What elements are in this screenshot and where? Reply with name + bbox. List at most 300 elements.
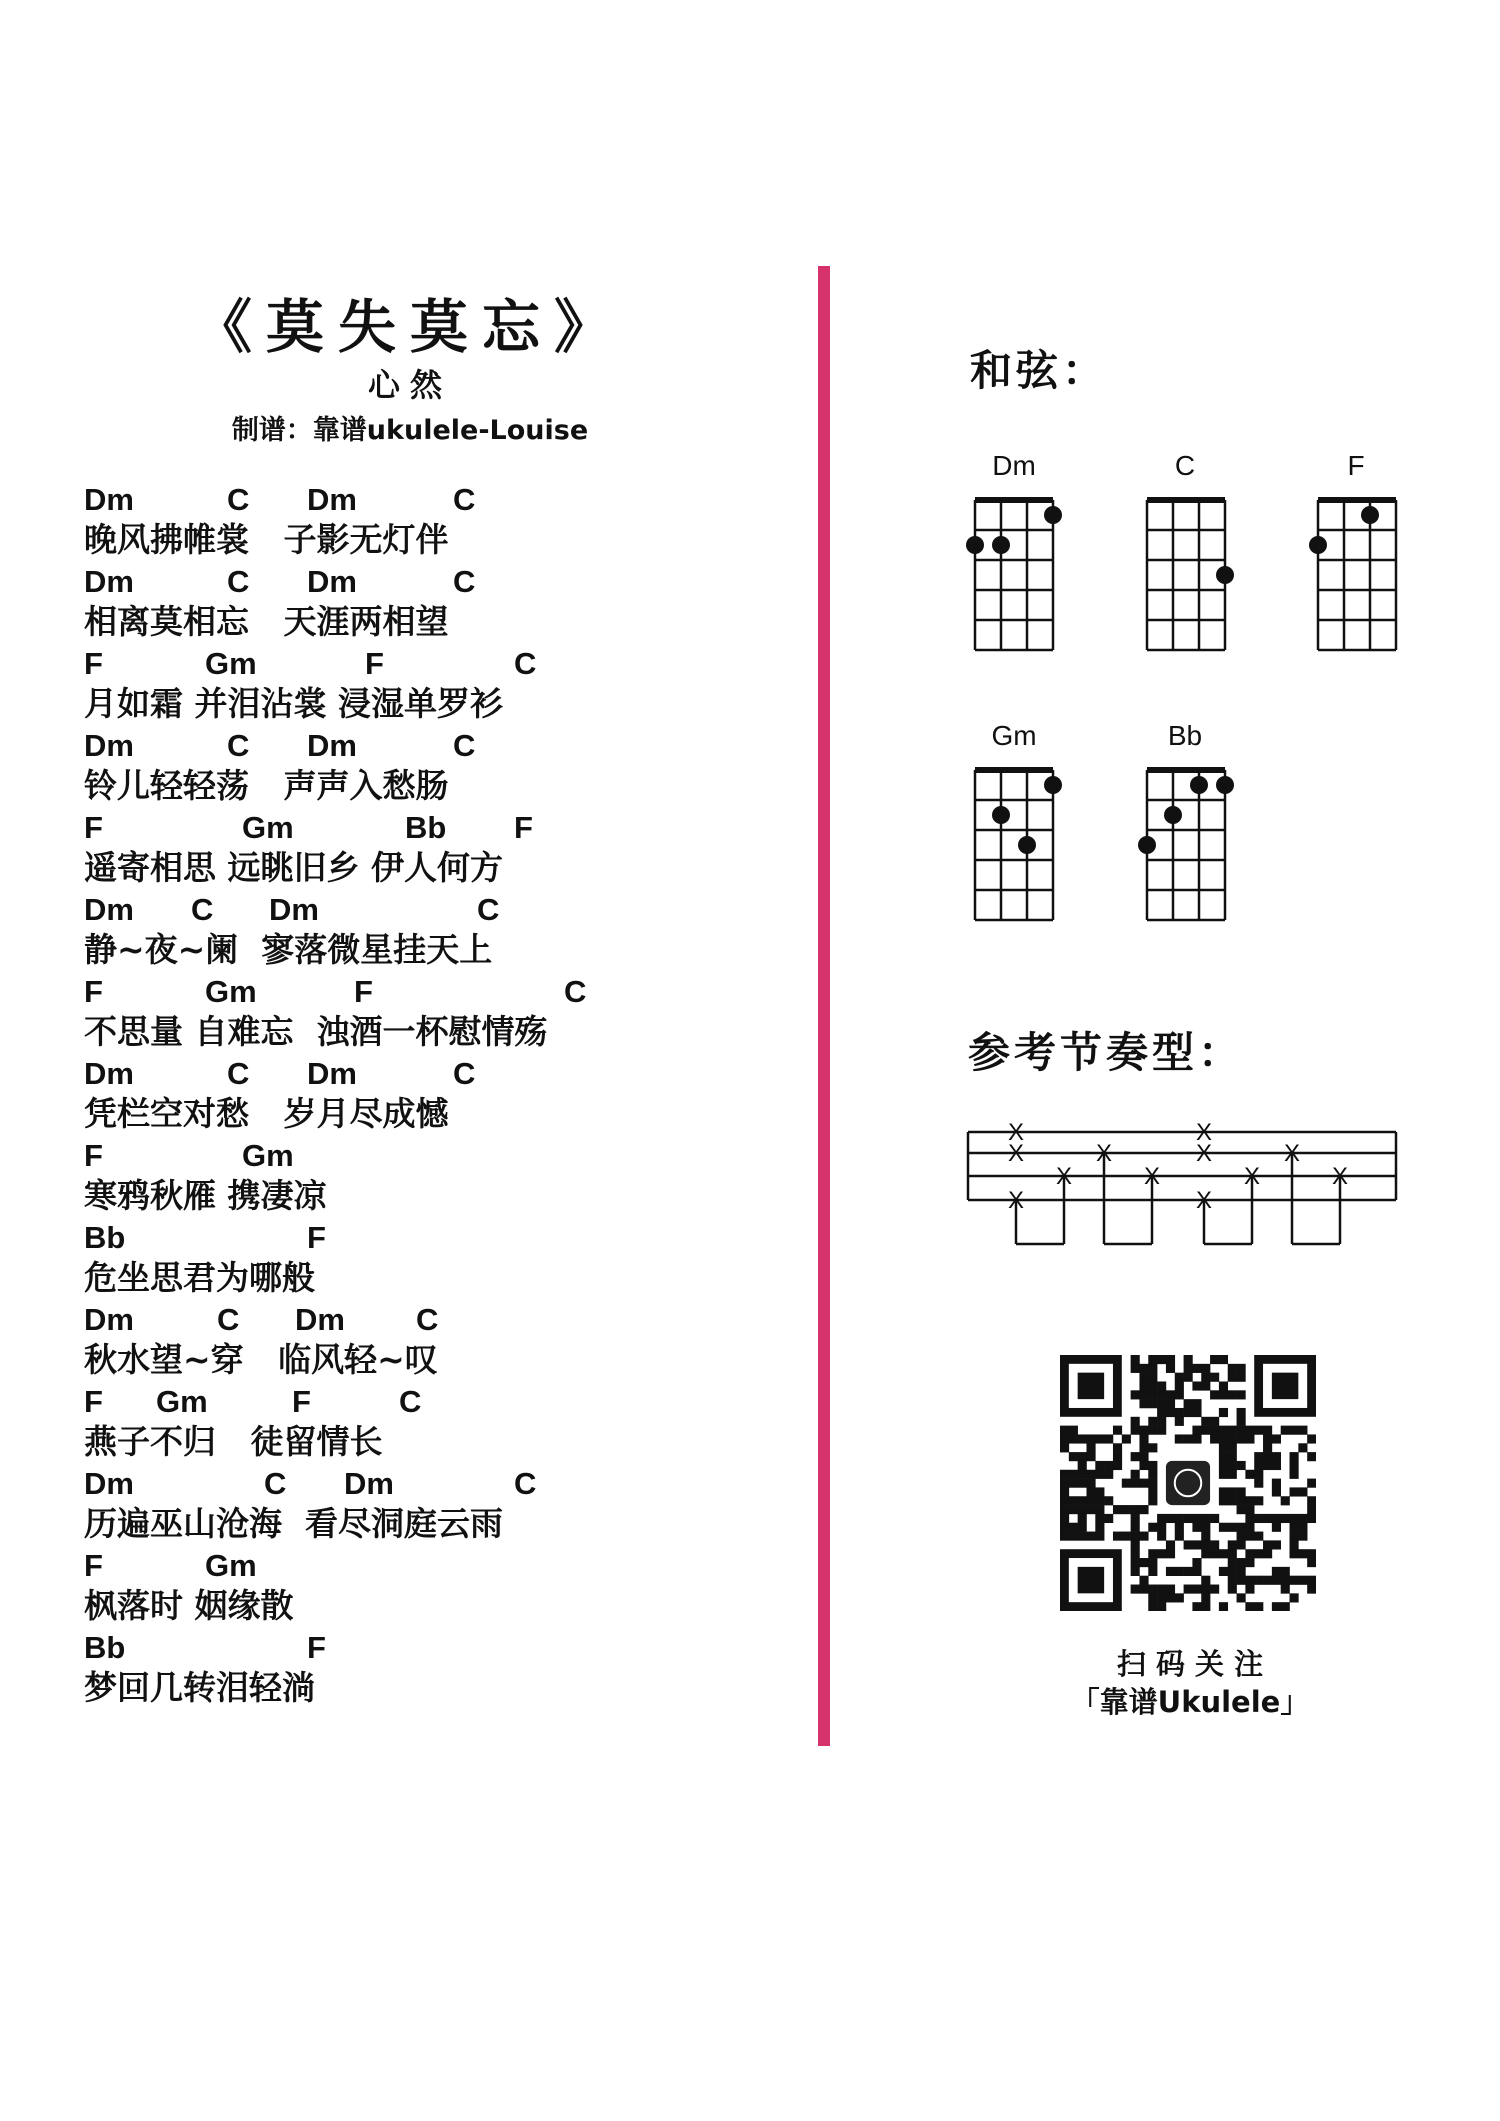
finger-dot (1164, 806, 1182, 824)
qr-module (1078, 1461, 1087, 1470)
qr-module (1086, 1434, 1095, 1443)
qr-module (1139, 1434, 1148, 1443)
lyric-line: 相离莫相忘 天涯两相望 (84, 602, 449, 641)
qr-finder (1078, 1373, 1104, 1399)
qr-module (1148, 1593, 1157, 1602)
rhythm-x: X (1195, 1140, 1213, 1167)
qr-module (1192, 1426, 1201, 1435)
lyric-line: 梦回几转泪轻淌 (84, 1668, 315, 1707)
qr-module (1131, 1514, 1140, 1523)
qr-module (1139, 1399, 1148, 1408)
chord-name-c: C (1174, 450, 1196, 481)
qr-module (1307, 1514, 1316, 1523)
qr-module (1069, 1426, 1078, 1435)
qr-module (1086, 1496, 1095, 1505)
qr-module (1272, 1523, 1281, 1532)
qr-module (1086, 1443, 1095, 1452)
chord-symbol: Dm (307, 728, 357, 763)
qr-module (1157, 1355, 1166, 1364)
qr-module (1228, 1496, 1237, 1505)
finger-dot (992, 536, 1010, 554)
qr-module (1245, 1523, 1254, 1532)
qr-module (1298, 1487, 1307, 1496)
qr-module (1060, 1532, 1069, 1541)
chord-symbol: Dm (84, 564, 134, 599)
chord-symbol: C (399, 1384, 422, 1419)
qr-module (1139, 1505, 1148, 1514)
qr-module (1263, 1461, 1272, 1470)
qr-module (1113, 1426, 1122, 1435)
qr-module (1122, 1505, 1131, 1514)
chord-symbol: C (217, 1302, 240, 1337)
lyric-line: 月如霜 并泪沾裳 浸湿单罗衫 (84, 684, 503, 723)
qr-module (1184, 1514, 1193, 1523)
qr-module (1228, 1576, 1237, 1585)
qr-module (1272, 1602, 1281, 1611)
qr-module (1228, 1452, 1237, 1461)
chord-symbol: Dm (84, 1302, 134, 1337)
qr-module (1157, 1408, 1166, 1417)
qr-module (1113, 1452, 1122, 1461)
qr-module (1307, 1479, 1316, 1488)
qr-module (1131, 1470, 1140, 1479)
qr-module (1210, 1434, 1219, 1443)
footer-scan-label: 扫 码 关 注 (1116, 1647, 1264, 1681)
qr-module (1290, 1549, 1299, 1558)
qr-module (1228, 1373, 1237, 1382)
qr-module (1201, 1549, 1210, 1558)
qr-module (1219, 1426, 1228, 1435)
qr-module (1201, 1364, 1210, 1373)
qr-module (1131, 1523, 1140, 1532)
qr-module (1095, 1523, 1104, 1532)
qr-module (1175, 1390, 1184, 1399)
qr-module (1148, 1470, 1157, 1479)
qr-module (1219, 1602, 1228, 1611)
qr-module (1272, 1452, 1281, 1461)
qr-module (1184, 1373, 1193, 1382)
rhythm-x: X (1331, 1163, 1349, 1190)
qr-module (1219, 1523, 1228, 1532)
qr-module (1157, 1514, 1166, 1523)
qr-module (1298, 1523, 1307, 1532)
qr-module (1104, 1470, 1113, 1479)
qr-module (1298, 1426, 1307, 1435)
rhythm-x: X (1007, 1120, 1025, 1146)
qr-module (1263, 1426, 1272, 1435)
lyric-line: 燕子不归 徒留情长 (84, 1422, 383, 1461)
qr-module (1060, 1443, 1069, 1452)
qr-module (1139, 1390, 1148, 1399)
qr-code (1060, 1355, 1316, 1611)
finger-dot (1018, 836, 1036, 854)
sheet-credit: 制谱：靠谱ukulele-Louise (231, 415, 589, 446)
qr-module (1245, 1496, 1254, 1505)
qr-module (1148, 1487, 1157, 1496)
chord-name-gm: Gm (991, 720, 1037, 751)
qr-module (1263, 1576, 1272, 1585)
chord-symbol: F (307, 1220, 326, 1255)
chord-symbol: F (354, 974, 373, 1009)
qr-module (1069, 1496, 1078, 1505)
qr-module (1219, 1461, 1228, 1470)
qr-module (1175, 1514, 1184, 1523)
qr-module (1272, 1540, 1281, 1549)
qr-module (1166, 1399, 1175, 1408)
finger-dot (1361, 506, 1379, 524)
qr-module (1078, 1496, 1087, 1505)
chord-symbol: C (453, 1056, 476, 1091)
qr-module (1290, 1514, 1299, 1523)
qr-module (1157, 1417, 1166, 1426)
qr-module (1254, 1514, 1263, 1523)
chord-symbol: Dm (307, 564, 357, 599)
qr-module (1166, 1514, 1175, 1523)
qr-module (1104, 1461, 1113, 1470)
lyric-line: 历遍巫山沧海 看尽洞庭云雨 (84, 1504, 503, 1543)
qr-module (1237, 1408, 1246, 1417)
qr-module (1148, 1523, 1157, 1532)
qr-module (1237, 1567, 1246, 1576)
lyric-line: 秋水望~穿 临风轻~叹 (84, 1340, 438, 1379)
qr-module (1228, 1523, 1237, 1532)
qr-module (1281, 1576, 1290, 1585)
qr-module (1139, 1373, 1148, 1382)
qr-module (1237, 1390, 1246, 1399)
chord-nut (1318, 497, 1396, 503)
qr-module (1290, 1593, 1299, 1602)
qr-module (1210, 1549, 1219, 1558)
qr-module (1290, 1461, 1299, 1470)
qr-module (1069, 1479, 1078, 1488)
finger-dot (1216, 566, 1234, 584)
qr-module (1237, 1487, 1246, 1496)
qr-module (1254, 1496, 1263, 1505)
qr-module (1237, 1576, 1246, 1585)
qr-module (1219, 1487, 1228, 1496)
qr-module (1201, 1602, 1210, 1611)
qr-module (1228, 1470, 1237, 1479)
chord-nut (975, 767, 1053, 773)
qr-module (1078, 1470, 1087, 1479)
qr-module (1254, 1470, 1263, 1479)
qr-module (1131, 1452, 1140, 1461)
qr-module (1237, 1505, 1246, 1514)
qr-module (1166, 1540, 1175, 1549)
qr-module (1060, 1426, 1069, 1435)
qr-module (1148, 1390, 1157, 1399)
qr-module (1131, 1355, 1140, 1364)
qr-module (1060, 1514, 1069, 1523)
qr-module (1060, 1479, 1069, 1488)
qr-module (1113, 1443, 1122, 1452)
qr-module (1148, 1549, 1157, 1558)
chord-diagram-c (1147, 497, 1234, 650)
qr-module (1078, 1523, 1087, 1532)
qr-module (1272, 1576, 1281, 1585)
qr-module (1237, 1523, 1246, 1532)
qr-module (1069, 1532, 1078, 1541)
qr-module (1069, 1434, 1078, 1443)
qr-module (1175, 1417, 1184, 1426)
chord-symbol: Dm (269, 892, 319, 927)
qr-module (1069, 1505, 1078, 1514)
qr-module (1175, 1373, 1184, 1382)
qr-module (1201, 1373, 1210, 1382)
finger-dot (966, 536, 984, 554)
qr-module (1237, 1434, 1246, 1443)
qr-module (1148, 1602, 1157, 1611)
qr-module (1192, 1602, 1201, 1611)
qr-module (1069, 1470, 1078, 1479)
rhythm-x: X (1007, 1140, 1025, 1167)
lyric-line: 枫落时 姻缘散 (84, 1586, 294, 1625)
qr-module (1166, 1355, 1175, 1364)
chord-symbol: F (84, 1138, 103, 1173)
qr-module (1228, 1585, 1237, 1594)
qr-module (1139, 1443, 1148, 1452)
finger-dot (992, 806, 1010, 824)
chord-symbol: F (84, 810, 103, 845)
qr-module (1148, 1558, 1157, 1567)
qr-module (1245, 1549, 1254, 1558)
qr-module (1157, 1390, 1166, 1399)
qr-module (1095, 1487, 1104, 1496)
qr-module (1166, 1390, 1175, 1399)
song-artist: 心然 (367, 366, 452, 404)
qr-module (1148, 1373, 1157, 1382)
footer-brand-label: 「靠谱Ukulele」 (1070, 1685, 1310, 1719)
qr-module (1131, 1505, 1140, 1514)
qr-module (1113, 1461, 1122, 1470)
qr-module (1192, 1434, 1201, 1443)
qr-module (1201, 1593, 1210, 1602)
qr-module (1175, 1532, 1184, 1541)
qr-module (1219, 1549, 1228, 1558)
qr-module (1192, 1567, 1201, 1576)
qr-module (1219, 1567, 1228, 1576)
qr-module (1237, 1417, 1246, 1426)
rhythm-x: X (1055, 1163, 1073, 1190)
qr-module (1157, 1585, 1166, 1594)
qr-module (1272, 1461, 1281, 1470)
qr-module (1166, 1567, 1175, 1576)
qr-module (1298, 1549, 1307, 1558)
qr-module (1148, 1479, 1157, 1488)
qr-module (1131, 1479, 1140, 1488)
qr-module (1298, 1532, 1307, 1541)
qr-module (1148, 1399, 1157, 1408)
rhythm-x: X (1143, 1163, 1161, 1190)
qr-finder (1078, 1567, 1104, 1593)
qr-module (1078, 1514, 1087, 1523)
lyric-line: 遥寄相思 远眺旧乡 伊人何方 (84, 848, 503, 887)
qr-module (1237, 1364, 1246, 1373)
qr-module (1219, 1390, 1228, 1399)
qr-module (1245, 1426, 1254, 1435)
qr-module (1290, 1523, 1299, 1532)
qr-module (1263, 1540, 1272, 1549)
chord-symbol: C (453, 482, 476, 517)
qr-module (1192, 1399, 1201, 1408)
chord-symbol: C (227, 482, 250, 517)
qr-module (1192, 1523, 1201, 1532)
qr-module (1139, 1381, 1148, 1390)
qr-module (1095, 1496, 1104, 1505)
qr-module (1254, 1461, 1263, 1470)
chord-diagram-f (1309, 497, 1396, 650)
qr-module (1219, 1470, 1228, 1479)
chord-symbol: Gm (242, 1138, 294, 1173)
qr-module (1254, 1452, 1263, 1461)
qr-module (1139, 1585, 1148, 1594)
rhythm-heading: 参考节奏型： (968, 1028, 1245, 1077)
qr-module (1245, 1576, 1254, 1585)
qr-module (1157, 1532, 1166, 1541)
qr-module (1290, 1470, 1299, 1479)
qr-module (1210, 1585, 1219, 1594)
qr-module (1201, 1523, 1210, 1532)
qr-module (1157, 1399, 1166, 1408)
qr-module (1307, 1434, 1316, 1443)
chord-symbol: C (453, 564, 476, 599)
qr-module (1307, 1496, 1316, 1505)
qr-module (1184, 1434, 1193, 1443)
qr-module (1095, 1514, 1104, 1523)
chord-symbol: Dm (84, 482, 134, 517)
qr-module (1228, 1558, 1237, 1567)
qr-module (1131, 1364, 1140, 1373)
qr-module (1210, 1355, 1219, 1364)
qr-module (1060, 1434, 1069, 1443)
chord-symbol: F (514, 810, 533, 845)
qr-module (1245, 1470, 1254, 1479)
qr-module (1237, 1461, 1246, 1470)
chord-symbol: Gm (205, 974, 257, 1009)
chords-heading: 和弦： (970, 346, 1109, 395)
chord-symbol: C (416, 1302, 439, 1337)
qr-module (1245, 1602, 1254, 1611)
chord-symbol: Dm (84, 728, 134, 763)
chord-symbol: F (292, 1384, 311, 1419)
chord-nut (975, 497, 1053, 503)
finger-dot (1138, 836, 1156, 854)
qr-module (1228, 1549, 1237, 1558)
qr-module (1307, 1549, 1316, 1558)
finger-dot (1044, 776, 1062, 794)
qr-module (1201, 1417, 1210, 1426)
qr-module (1069, 1523, 1078, 1532)
chord-symbol: Gm (156, 1384, 208, 1419)
chord-symbol: Dm (295, 1302, 345, 1337)
qr-module (1272, 1479, 1281, 1488)
qr-module (1228, 1390, 1237, 1399)
qr-module (1201, 1514, 1210, 1523)
qr-module (1298, 1576, 1307, 1585)
qr-module (1290, 1540, 1299, 1549)
qr-module (1184, 1585, 1193, 1594)
qr-module (1290, 1576, 1299, 1585)
qr-module (1139, 1452, 1148, 1461)
qr-module (1166, 1549, 1175, 1558)
qr-module (1148, 1381, 1157, 1390)
qr-module (1122, 1479, 1131, 1488)
qr-module (1175, 1434, 1184, 1443)
qr-module (1104, 1514, 1113, 1523)
qr-module (1210, 1390, 1219, 1399)
chord-nut (1147, 497, 1225, 503)
qr-module (1078, 1479, 1087, 1488)
chord-symbol: C (453, 728, 476, 763)
qr-module (1210, 1514, 1219, 1523)
qr-module (1263, 1549, 1272, 1558)
qr-module (1201, 1381, 1210, 1390)
chord-name-dm: Dm (992, 450, 1036, 481)
chord-symbol: Gm (205, 1548, 257, 1583)
qr-module (1104, 1496, 1113, 1505)
qr-module (1192, 1585, 1201, 1594)
qr-module (1175, 1381, 1184, 1390)
qr-module (1113, 1505, 1122, 1514)
qr-module (1192, 1381, 1201, 1390)
qr-module (1104, 1434, 1113, 1443)
qr-module (1157, 1549, 1166, 1558)
qr-module (1237, 1426, 1246, 1435)
qr-module (1228, 1567, 1237, 1576)
qr-module (1219, 1408, 1228, 1417)
qr-module (1148, 1355, 1157, 1364)
qr-module (1307, 1576, 1316, 1585)
qr-module (1254, 1549, 1263, 1558)
qr-module (1060, 1505, 1069, 1514)
chord-symbol: F (84, 1548, 103, 1583)
qr-module (1201, 1426, 1210, 1435)
qr-module (1157, 1593, 1166, 1602)
chord-name-f: F (1347, 450, 1365, 481)
qr-module (1307, 1452, 1316, 1461)
chord-diagram-dm (966, 497, 1062, 650)
qr-module (1237, 1532, 1246, 1541)
chord-symbol: Bb (84, 1220, 126, 1255)
qr-module (1131, 1532, 1140, 1541)
qr-module (1219, 1452, 1228, 1461)
qr-module (1095, 1470, 1104, 1479)
qr-module (1184, 1364, 1193, 1373)
qr-module (1263, 1514, 1272, 1523)
qr-module (1148, 1496, 1157, 1505)
lyric-line: 凭栏空对愁 岁月尽成憾 (84, 1094, 449, 1133)
qr-module (1281, 1602, 1290, 1611)
qr-module (1069, 1452, 1078, 1461)
qr-module (1113, 1532, 1122, 1541)
chord-diagram-gm (975, 767, 1062, 920)
chord-name-bb: Bb (1167, 720, 1203, 751)
qr-module (1192, 1514, 1201, 1523)
lyric-line: 铃儿轻轻荡 声声入愁肠 (84, 766, 449, 805)
qr-module (1166, 1585, 1175, 1594)
qr-module (1228, 1540, 1237, 1549)
qr-module (1281, 1426, 1290, 1435)
chord-symbol: Gm (242, 810, 294, 845)
qr-module (1281, 1514, 1290, 1523)
qr-module (1175, 1593, 1184, 1602)
chord-symbol: C (264, 1466, 287, 1501)
qr-module (1219, 1355, 1228, 1364)
finger-dot (1216, 776, 1234, 794)
qr-module (1175, 1523, 1184, 1532)
qr-module (1131, 1417, 1140, 1426)
qr-module (1131, 1567, 1140, 1576)
